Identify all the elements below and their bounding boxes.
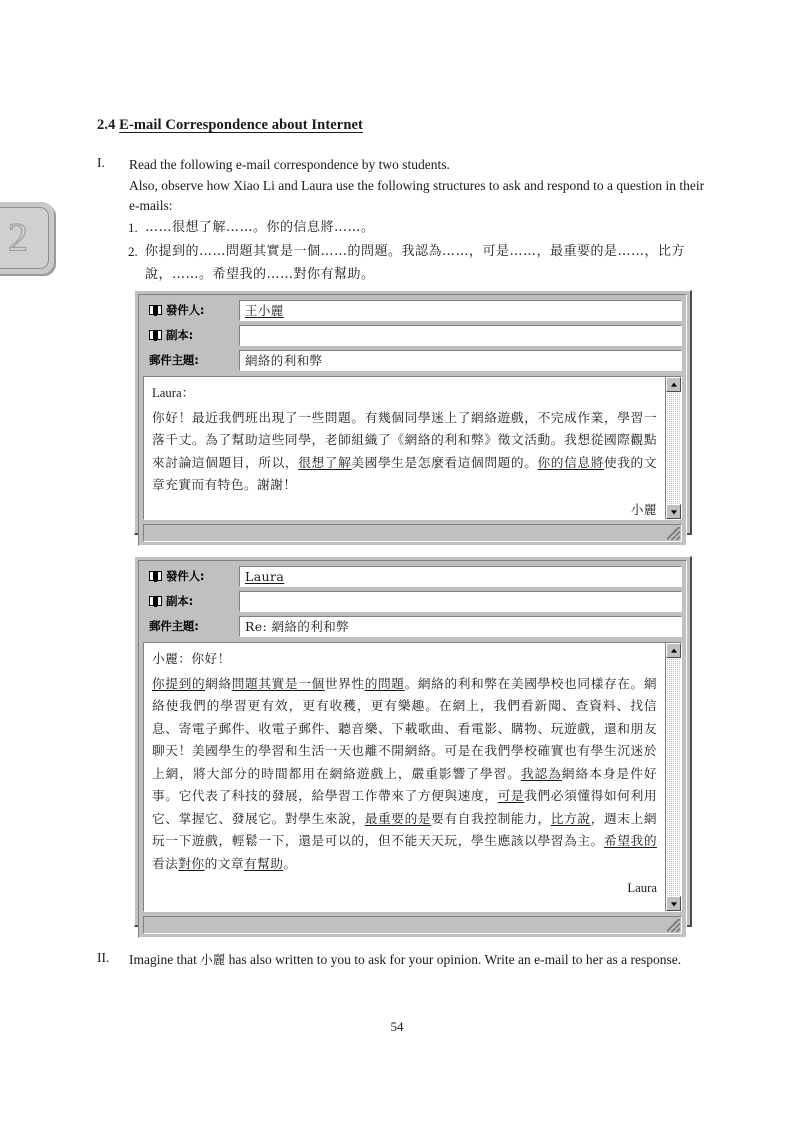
email-2-vertical-scrollbar[interactable] <box>665 643 681 911</box>
email-2-subject-value: Re: 網絡的利和弊 <box>245 619 349 634</box>
item-one-marker: I. <box>97 155 105 170</box>
section-number: 2.4 <box>97 117 116 133</box>
email-2-from-row <box>143 565 682 587</box>
email-1-signature: 小麗 <box>630 501 657 517</box>
email-1-subject-label: 郵件主題: <box>149 353 199 367</box>
email-2-greeting: 小麗：你好！ <box>152 651 231 666</box>
structure-item <box>128 240 688 286</box>
email-1-from-label: 發件人: <box>166 303 205 317</box>
email-1-vertical-scrollbar[interactable] <box>665 377 681 519</box>
instruction-item-two <box>97 950 709 971</box>
email-2-cc-label-wrap <box>143 593 239 609</box>
structure-item <box>128 216 688 239</box>
email-1-subject-value: 網絡的利和弊 <box>245 353 323 368</box>
structure-text: ……很想了解……。你的信息將……。 <box>145 220 375 235</box>
email-1-paragraph: 你好！最近我們班出現了一些問題。有幾個同學迷上了網絡遊戲，不完成作業，學習一落千丈。為了幫助這些同學，老師組織了《網絡的利和弊》徵文活動。我想從國際觀點來討論這個題目，所以，很想了解美國學生是怎麼看這個問題的。你的信息將使我的文章充實而有特色。謝謝！ <box>152 409 657 492</box>
scroll-down-icon[interactable] <box>666 504 681 519</box>
email-2-paragraph: 你提到的網絡問題其實是一個世界性的問題。網絡的利和弊在美國學校也同樣存在。網絡使我們的學習更有效，更有收穫，更有樂趣。在網上，我們看新聞、查資料、找信息、寄電子郵件、收電子郵件、聽音樂、下載歌曲、看電影、購物、玩遊戲，還和朋友聊天！美國學生的學習和生活一天也離不開網絡。可是在我們學校確實也有學生沉迷於上網，將大部分的時間都用在網絡遊戲上，嚴重影響了學習。我認為網絡本身是件好事。它代表了科技的發展，給學習工作帶來了方便與速度，可是我們必須懂得如何利用它、掌握它、發展它。對學生來說，最重要的是要有自我控制能力，比方說，週末上網玩一下遊戲，輕鬆一下，還是可以的，但不能天天玩，學生應該以學習為主。希望我的看法對你的文章有幫助。 <box>152 675 658 871</box>
email-2-cc-label: 副本: <box>166 594 193 608</box>
email-1-cc-label-wrap <box>143 327 239 343</box>
email-1-subject-label-wrap <box>143 352 239 368</box>
email-1-greeting: Laura： <box>152 386 195 400</box>
item-one-body <box>129 155 707 217</box>
address-book-icon <box>149 305 162 316</box>
item-two-body <box>129 950 709 971</box>
email-1-from-field[interactable] <box>239 300 682 321</box>
email-1-from-label-wrap <box>143 302 239 318</box>
email-2-from-label: 發件人: <box>166 569 205 583</box>
email-2-from-label-wrap <box>143 568 239 584</box>
chapter-tab-number: 2 <box>8 214 28 260</box>
instruction-item-one <box>97 155 707 217</box>
scroll-up-icon[interactable] <box>666 377 681 392</box>
email-1-from-value: 王小麗 <box>245 303 284 318</box>
email-2-subject-row <box>143 615 682 637</box>
email-window-1-inner <box>138 294 687 546</box>
email-1-body-text[interactable] <box>144 377 665 519</box>
email-2-subject-field[interactable] <box>239 616 682 637</box>
email-1-cc-row <box>143 324 682 346</box>
email-1-from-row <box>143 299 682 321</box>
email-2-from-field[interactable] <box>239 566 682 587</box>
structure-text: 你提到的……問題其實是一個……的問題。我認為……，可是……，最重要的是……，比方說，……。希望我的……對你有幫助。 <box>145 244 686 282</box>
email-2-status-bar <box>143 916 682 934</box>
email-2-from-value: Laura <box>245 568 285 584</box>
page-number: 54 <box>390 1019 404 1034</box>
email-2-body-text[interactable] <box>144 643 665 911</box>
item-two-marker: II. <box>97 950 110 965</box>
email-1-cc-label: 副本: <box>166 328 193 342</box>
item-two-text-before: Imagine that <box>129 952 197 967</box>
item-one-line-1: Read the following e-mail correspondence by two students. <box>129 157 450 172</box>
item-one-line-2: Also, observe how Xiao Li and Laura use the following structures to ask and respond to a question in their e-mails: <box>129 177 705 213</box>
email-1-status-bar <box>143 524 682 542</box>
email-2-cc-field[interactable] <box>239 591 682 612</box>
section-title: E-mail Correspondence about Internet <box>119 117 363 133</box>
email-1-cc-field[interactable] <box>239 325 682 346</box>
email-1-body-area <box>143 376 682 520</box>
resize-grip-icon[interactable] <box>667 919 680 932</box>
email-window-1 <box>134 290 692 535</box>
scroll-up-icon[interactable] <box>666 643 681 658</box>
email-2-subject-label: 郵件主題: <box>149 619 199 633</box>
email-2-cc-row <box>143 590 682 612</box>
address-book-icon <box>149 571 162 582</box>
email-2-signature: Laura <box>627 881 657 895</box>
email-1-subject-field[interactable] <box>239 350 682 371</box>
structure-number: 2. <box>128 244 138 259</box>
resize-grip-icon[interactable] <box>667 527 680 540</box>
structure-number: 1. <box>128 220 138 235</box>
item-two-text-after: has also written to you to ask for your opinion. Write an e-mail to her as a response. <box>228 952 682 967</box>
scroll-down-icon[interactable] <box>666 896 681 911</box>
email-1-subject-row <box>143 349 682 371</box>
address-book-icon <box>149 596 162 607</box>
email-2-subject-label-wrap <box>143 618 239 634</box>
email-window-2-inner <box>138 560 687 938</box>
item-two-name: 小麗 <box>200 952 226 967</box>
structure-list <box>128 216 688 287</box>
email-window-2 <box>134 556 692 927</box>
section-heading <box>97 117 363 134</box>
email-2-body-area <box>143 642 682 912</box>
chapter-tab <box>0 202 54 274</box>
address-book-icon <box>149 330 162 341</box>
